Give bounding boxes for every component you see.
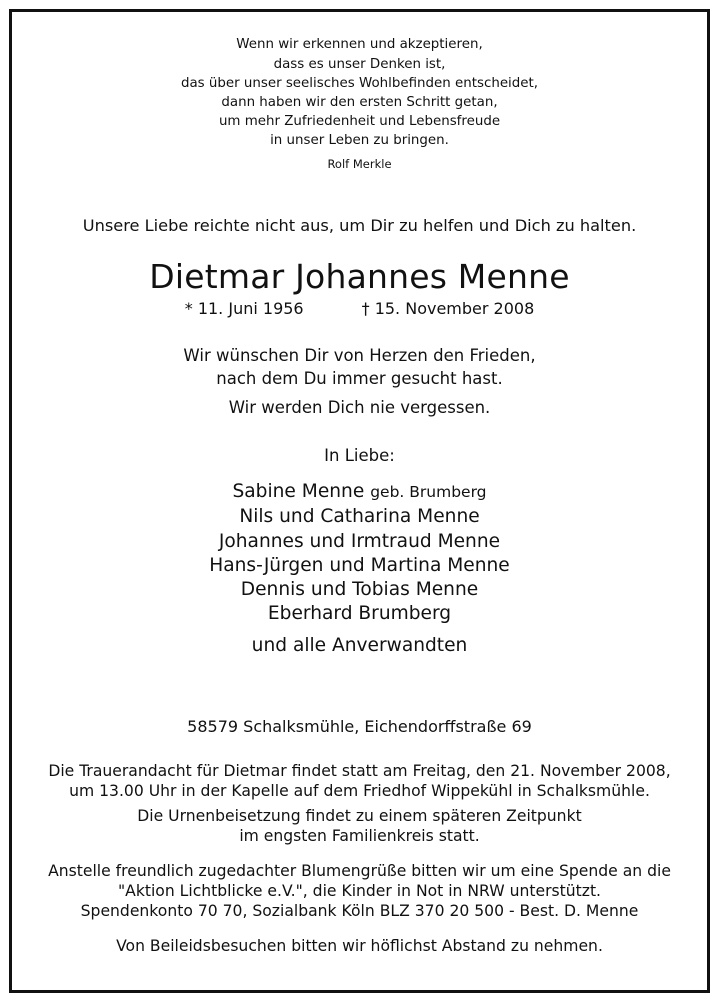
urn-line: im engsten Familienkreis statt. — [239, 827, 480, 845]
family-member: Nils und Catharina Menne — [239, 506, 480, 527]
death-date: † 15. November 2008 — [361, 299, 535, 318]
service-line: um 13.00 Uhr in der Kapelle auf dem Friedhof Wippekühl in Schalksmühle. — [69, 782, 650, 800]
family-member: Hans-Jürgen und Martina Menne — [209, 555, 510, 576]
family-first-name: Sabine Menne — [232, 481, 365, 502]
poem-line: das über unser seelisches Wohlbefinden entscheidet, — [180, 76, 539, 91]
donation-line: "Aktion Lichtblicke e.V.", die Kinder in Not in NRW unterstützt. — [117, 882, 602, 900]
closing-note: Von Beileidsbesuchen bitten wir höflichst Abstand zu nehmen. — [116, 937, 603, 955]
in-liebe-label: In Liebe: — [324, 446, 395, 465]
address: 58579 Schalksmühle, Eichendorffstraße 69 — [187, 717, 532, 736]
family-member: Johannes und Irmtraud Menne — [218, 531, 501, 552]
poem-line: Wenn wir erkennen und akzeptieren, — [236, 37, 483, 52]
poem-line: in unser Leben zu bringen. — [270, 133, 449, 148]
poem-line: dass es unser Denken ist, — [273, 57, 446, 72]
family-member: Eberhard Brumberg — [267, 603, 452, 624]
poem-line: dann haben wir den ersten Schritt getan, — [221, 95, 498, 110]
urn-line: Die Urnenbeisetzung findet zu einem späteren Zeitpunkt — [137, 807, 582, 825]
poem-author: Rolf Merkle — [327, 157, 392, 171]
family-member: Dennis und Tobias Menne — [240, 579, 479, 600]
message-line: nach dem Du immer gesucht hast. — [216, 369, 503, 388]
birth-date: * 11. Juni 1956 — [184, 299, 304, 318]
service-line: Die Trauerandacht für Dietmar findet statt am Freitag, den 21. November 2008, — [48, 762, 671, 780]
family-member — [0, 481, 719, 502]
donation-line: Spendenkonto 70 70, Sozialbank Köln BLZ 370 20 500 - Best. D. Menne — [80, 902, 639, 920]
deceased-name: Dietmar Johannes Menne — [149, 257, 570, 296]
message-line: Wir wünschen Dir von Herzen den Frieden, — [183, 346, 536, 365]
motto: Unsere Liebe reichte nicht aus, um Dir zu helfen und Dich zu halten. — [82, 216, 637, 235]
donation-line: Anstelle freundlich zugedachter Blumengrüße bitten wir um eine Spende an die — [48, 862, 671, 880]
life-dates — [0, 300, 719, 318]
family-first-suffix: geb. Brumberg — [370, 483, 487, 501]
poem-line: um mehr Zufriedenheit und Lebensfreude — [218, 114, 501, 129]
family-relatives: und alle Anverwandten — [251, 635, 468, 656]
message-line: Wir werden Dich nie vergessen. — [228, 398, 491, 417]
